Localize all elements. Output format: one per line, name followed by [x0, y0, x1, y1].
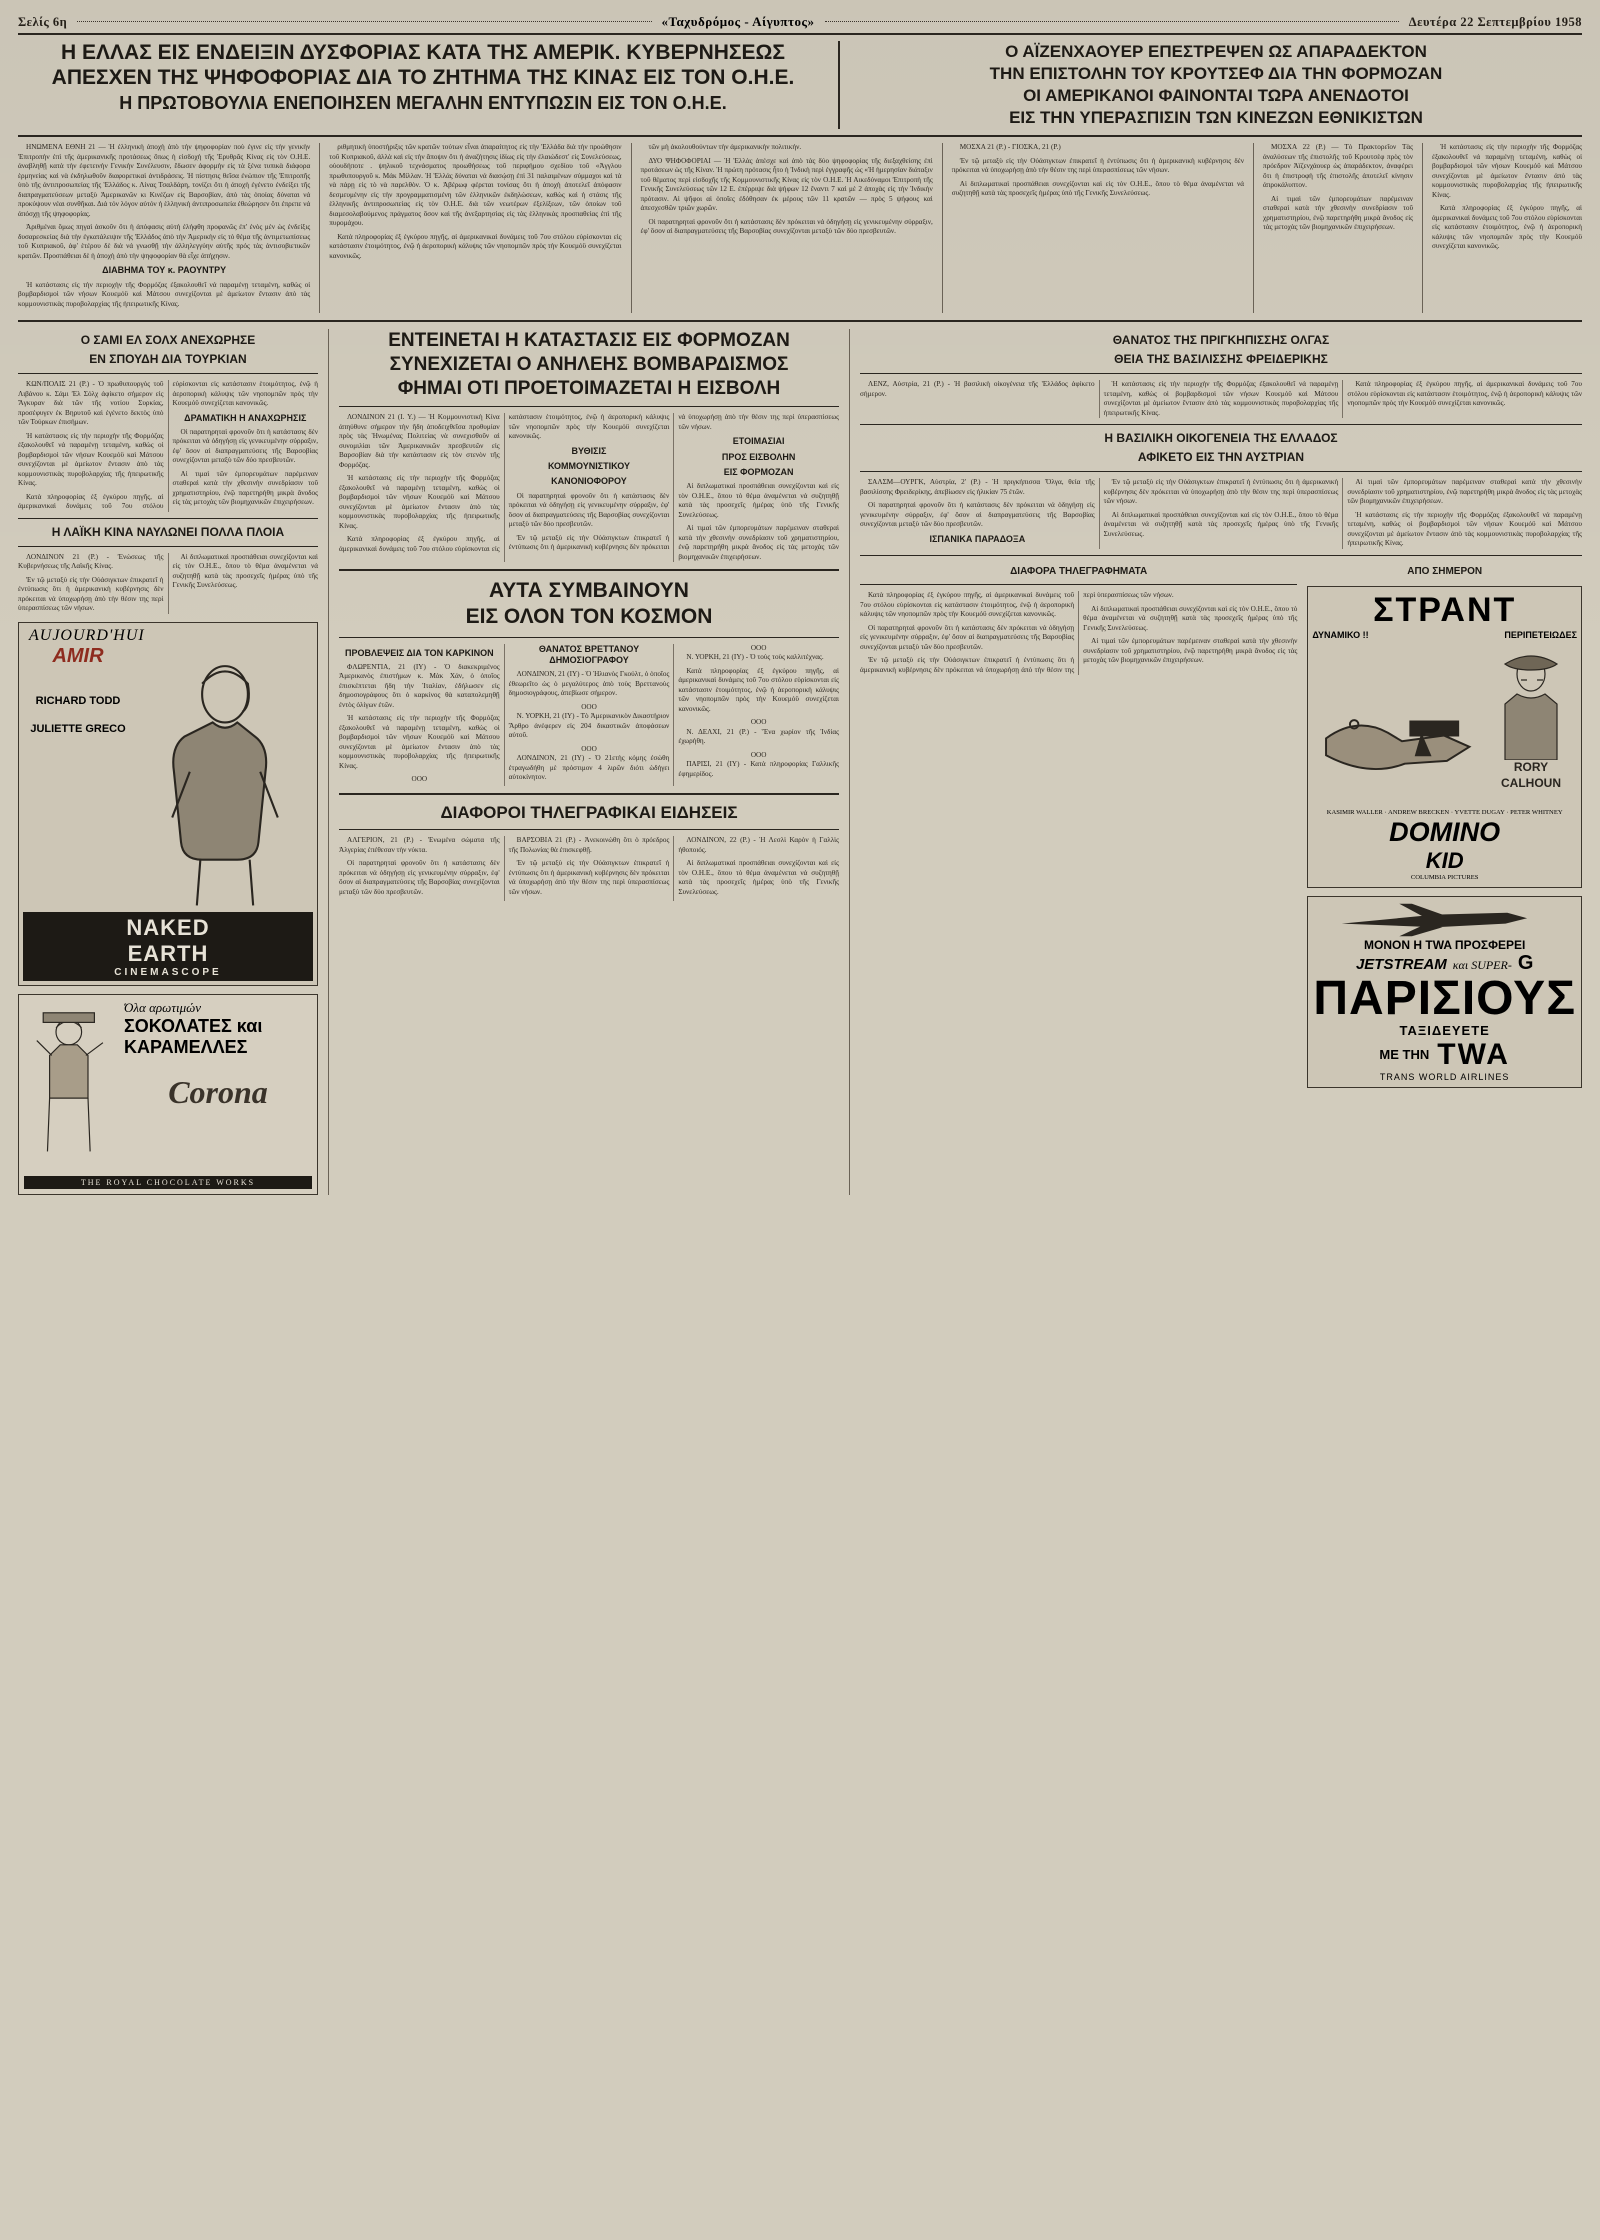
- ad-corona-line1: Όλα αρωτιμών: [124, 999, 201, 1015]
- headline-right-line1: Ο ΑΪΖΕΝΧΑΟΥΕΡ ΕΠΕΣΤΡΕΨΕΝ ΩΣ ΑΠΑΡΑΔΕΚΤΟΝ: [1005, 42, 1427, 61]
- lead-para-1: ΗΝΩΜΕΝΑ ΕΘΝΗ 21 — Ἡ ἑλληνικὴ ἀποχὴ ἀπὸ τὴν ψηφοφορίαν ποὺ ἐγινε εἰς τὴν γενικὴν Ἐπιτροπὴν ἐπὶ τῆς ἀμερικανικῆς προτάσεως ὅπως ἡ εἰσδοχὴ τῆς Ἐρυθρᾶς Κίνας εἰς τὸν Ο.Η.Ε. ἀναβληθῇ κατὰ τὴν ἐφετεινὴν Γενικὴν Συνέλευσιν, ἔδωσεν ἀφορμὴν εἰς τὰ ξένα τυπικὰ διάφορα ἑρμηνείας καὶ νὰ ἐκδηλωθοῦν διαφορετικαὶ ἀντιδράσεις. Ἡ πίστησις θεῖσα ἐνώπιον τῆς Ἐπιτροπῆς ὑπὸ τῆς ἀντιπροσωπείας τῆς Ἑλλάδος κ. Λίνας Τσαλδάρη, τονίζει ὅτι ἡ ἀποχὴ ἐγένετο ἐνδείξει τῆς διαπραγματεύσεων μεταξὺ Ἀμερικανῶν κι Κινέζων εἰς Βαρσοβίαν, ἀπὸ τὰς ὁποίας δύναται νά προκύψουν νέαι συνθῆκαι. Διά τόν λόγον αὐτόν ἡ ἑλληνικὴ ἀντιπροσωπεία ἐθεώρησεν ὅτι ἐπρεπε νά ἀπόσχῃ τῆς ψηφοφορίας.: [18, 143, 311, 218]
- ad-strand-tag-1: ΔΥΝΑΜΙΚΟ !!: [1312, 630, 1369, 641]
- ispanika-subhead: ΙΣΠΑΝΙΚΑ ΠΑΡΑΔΟΞΑ: [929, 533, 1026, 544]
- ornament-2: ΟΟΟ: [581, 702, 597, 711]
- ad-strand-cinema-label: COLUMBIA PICTURES: [1410, 874, 1479, 882]
- right-para-3: Οἱ παρατηρηταὶ φρονοῦν ὅτι ἡ κατάστασις δὲν πρόκειται νά ὁδηγήσῃ εἰς γενικευμένην σύρραξιν, ἐφ' ὅσον αἱ διαπραγματεύσεις τῆς Βαρσοβίας συνεχίζονται μεταξὺ τῶν δύο πρεσβευτῶν.: [860, 501, 1095, 529]
- divider-center-3: [339, 637, 839, 638]
- divider-under-lead: [18, 320, 1582, 322]
- etoimasiai-subhead-2: ΠΡΟΣ ΕΙΣΒΟΛΗΝ: [721, 451, 796, 462]
- lead-headline-block: [18, 41, 1582, 137]
- left-para-4: Αἱ τιμαὶ τῶν ἐμπορευμάτων παρέμειναν σταθεραὶ κατὰ τὴν χθεσινὴν συνεδρίασιν τοῦ χρηματιστηρίου, ἐνῷ παρετηρήθη μικρὰ ἄνοδος εἰς τὰς μετοχὰς τῶν βιομηχανικῶν ἐπιχειρήσεων.: [172, 469, 318, 507]
- ad-twa-line-2: JETSTREAM: [1355, 955, 1447, 973]
- divider-center-5: [339, 829, 839, 830]
- olga-body: [860, 380, 1582, 418]
- ad-corona-line2: ΣΟΚΟΛΑΤΕΣ και: [124, 1015, 263, 1036]
- lead-para-filler-1: Ἡ κατάστασις εἰς τὴν περιοχὴν τῆς Φορμόζας ἐξακολουθεῖ νά παραμένῃ τεταμένη, καθὼς οἱ βομβαρδισμοὶ τῶν νήσων Κουεμόϋ καὶ Μάτσου συνεχίζονται μὲ ἀμείωτον ἔντασιν ἀπὸ τὰς κομμουνιστικὰς πυροβολαρχίας τῆς ἠπειρωτικῆς Κίνας.: [18, 280, 311, 308]
- dateline-warsaw: ΒΑΡΣΟΒΙΑ 21 (Ρ.) - Ἀνεκοινώθη ὅτι ὁ πρόεδρος τῆς Πολωνίας θὰ ἐπισκεφθῇ.: [508, 836, 670, 854]
- vythisis-subhead-3: ΚΑΝΟΝΙΟΦΟΡΟΥ: [551, 476, 627, 487]
- ad-illustration-woman: [137, 645, 313, 909]
- ad-strand-star: RORY CALHOUN: [1501, 760, 1561, 790]
- vythisis-subhead-1: ΒΥΘΙΣΙΣ: [571, 445, 607, 456]
- mid-section: [18, 329, 1582, 1195]
- ad-strand-cinema[interactable]: [1307, 586, 1582, 888]
- center-region: [328, 329, 839, 1195]
- dateline-paris: ΠΑΡΙΣΙ, 21 (ΙΥ) - Κατὰ πληροφορίας Γαλλικῆς ἐφημερίδος.: [678, 760, 839, 778]
- divider-right-5: [860, 584, 1297, 585]
- headline-right-line2: ΤΗΝ ΕΠΙΣΤΟΛΗΝ ΤΟΥ ΚΡΟΥΤΣΕΦ ΔΙΑ ΤΗΝ ΦΟΡΜΟΖΑΝ: [989, 64, 1443, 84]
- ad-film-format: CINEMASCOPE: [114, 966, 222, 978]
- diavima-subhead-a: ΔΙΑΒΗΜΑ ΤΟΥ κ. ΡΑΟΥΝΤΡΥ: [102, 265, 227, 276]
- lead-headline-left: [18, 41, 828, 129]
- lead-para-filler-6: Αἱ τιμαὶ τῶν ἐμπορευμάτων παρέμειναν σταθεραὶ κατὰ τὴν χθεσινὴν συνεδρίασιν τοῦ χρηματιστηρίου, ἐνῷ παρετηρήθη μικρὰ ἄνοδος εἰς τὰς μετοχὰς τῶν βιομηχανικῶν ἐπιχειρήσεων.: [1263, 194, 1413, 232]
- ad-illustration-gun-hand: [1312, 640, 1481, 809]
- dateline-london-3: ΛΟΝΔΙΝΟΝ, 21 (ΙΥ) - Ὁ 21ετὴς κόμης ἐσώθη ἐτραγωδήθη μὲ πρόστιμον 4 λιρῶν διότι ὡδήγει αὐτοκίνητον.: [508, 754, 670, 782]
- ad-twa-line-6: ΜΕ ΤΗΝ: [1379, 1047, 1430, 1063]
- thanatos-subhead: ΘΑΝΑΤΟΣ ΒΡΕΤΤΑΝΟΥ ΔΗΜΟΣΙΟΓΡΑΦΟΥ: [538, 643, 640, 665]
- ad-illustration-boy: [24, 1000, 120, 1171]
- center-para-11: Αἱ διπλωματικαὶ προσπάθειαι συνεχίζονται καὶ εἰς τὸν Ο.Η.Ε., ὅπου τὸ θέμα ἀναμένεται νά συζητηθῇ κατὰ τὰς προσεχεῖς ἡμέρας ὑπὸ τῆς Γενικῆς Συνελεύσεως.: [678, 859, 839, 896]
- ad-corona-footer: THE ROYAL CHOCOLATE WORKS: [24, 1176, 312, 1189]
- right-para-12: Αἱ τιμαὶ τῶν ἐμπορευμάτων παρέμειναν σταθεραὶ κατὰ τὴν χθεσινὴν συνεδρίασιν τοῦ χρηματιστηρίου, ἐνῷ παρετηρήθη μικρὰ ἄνοδος εἰς τὰς μετοχὰς τῶν βιομηχανικῶν ἐπιχειρήσεων.: [1083, 637, 1298, 665]
- ad-aujourdhui-label: AUJOURD'HUI: [29, 626, 145, 644]
- ad-brand-amir: AMIR: [52, 644, 104, 667]
- ad-strand-tag-2: ΠΕΡΙΠΕΤΕΙΩΔΕΣ: [1504, 630, 1577, 641]
- right-para-7: Ἡ κατάστασις εἰς τὴν περιοχὴν τῆς Φορμόζας ἐξακολουθεῖ νά παραμένῃ τεταμένη, καθὼς οἱ βομβαρδισμοὶ τῶν νήσων Κουεμόϋ καὶ Μάτσου συνεχίζονται μὲ ἀμείωτον ἔντασιν ἀπὸ τὰς κομμουνιστικὰς πυροβολαρχίας τῆς ἠπειρωτικῆς Κίνας.: [1347, 510, 1582, 548]
- right-para-2: Κατὰ πληροφορίας ἐξ ἐγκύρου πηγῆς, αἱ ἀμερικανικαὶ δυνάμεις τοῦ 7ου στόλου εὑρίσκονται εἰς κατάστασιν ἑτοιμότητος, ἐνῷ ἡ ἀεροπορικὴ κάλυψις τῶν νηοπομπῶν πρὸς τὴν Κουεμόϋ συνεχίζεται κανονικῶς.: [1347, 380, 1582, 408]
- ad-corona-brand: Corona: [168, 1073, 268, 1110]
- center-para-4: Ἐν τῷ μεταξὺ εἰς τὴν Οὐάσιγκτων ἐπικρατεῖ ἡ ἐντύπωσις ὅτι ἡ ἀμερικανικὴ κυβέρνησις δὲν πρόκειται νά ὑποχωρήσῃ ἀπὸ τὴν θέσιν της περὶ ὑπερασπίσεως τῶν νήσων.: [508, 413, 839, 552]
- ad-twa-line-1: ΜΟΝΟΝ Η TWA ΠΡΟΣΦΕΡΕΙ: [1364, 937, 1526, 952]
- dateline-london-formoza: ΛΟΝΔΙΝΟΝ 21 (Ι. Υ.) — Ἡ Κομμουνιστικὴ Κίνα ἀπηύθυνε σήμερον τὴν ἤδη ἀποδειχθεῖσα προθυμίαν πρὸς τὰς Ἡνωμένας Πολιτείας νὰ συνεχισθοῦν αἱ συνομιλίαι τῶν Ἀμερικανικῶν πρεσβευτῶν εἰς Βαρσοβίαν διὰ τὴν κατάστασιν εἰς τὸν στενὸν τῆς Φορμόζας.: [339, 413, 500, 469]
- lead-para-3: ριθμητικὴ ὑποστήριξις τῶν κρατῶν τούτων εἶναι ἀπαραίτητος εἰς τὴν Ἑλλάδα διὰ τὴν προώθησιν τοῦ Κυπριακοῦ, ἀλλὰ καὶ εἰς τὴν ἄποψιν ὅτι ἡ ἀναζήτησις ἰδίως εἰς τὴν ἐλαιώδεστ' εἰς Συνελεύσεως, οὐουδήποτε . ψηλικοῦ τεχνάσματος προωθήσεως τοῦ περιφήμου σχεδίου τοῦ «Ἀγγλου πρωθυπουργοῦ κ. Μάκ Μίλλαν. Ἡ Ἑλλάς δύναται νά διασῴσῃ ἐπὶ 31 παλαιμένων σύμμαχοι καὶ τὰ νὰ πάρῃ εἰς τὸ νὰ παρελθὸν. Ὁ κ. Ἀβέρωφ φέρεται τονίσας ὅτι ἡ ἀποχὴ ἀποτελεῖ ἀπόφασιν δεσμευμένην εἰς τὴν προγραμματισμένη τῶν ἑλληνικῶν ἐκδηλώσεων, καθὼς καὶ ἡ στάσις τῆς ἑλληνικῆς ἀντιπροσωπείας εἰς τὸν Ο.Η.Ε. διὰ τῶν νεωτέρων ἐξελίξεων, τῶν ὁποίων τοῦ διαμεσολαβούμενος πράγματος ὅσον καὶ τῆς ἀνεξαρτησίας εἰς τὰς ἑλληνικὰς προσπαθείας ἐπὶ τῆς πυρομάχου.: [329, 143, 622, 228]
- ad-twa-fullname: TRANS WORLD AIRLINES: [1379, 1071, 1510, 1082]
- formoza-body: [339, 413, 839, 562]
- lead-column-6: [1422, 143, 1582, 313]
- dateline-salzburg: ΣΑΛΣΜ—ΟΥΡΓΚ, Αὐστρία, 2' (Ρ.) - Ἡ πριγκήπισσα Ὄλγα, θεία τῆς βασιλίσσης Φρειδερίκης, ἀπεβίωσεν εἰς ἡλικίαν 75 ἐτῶν.: [860, 478, 1095, 496]
- ad-twa-line-3: και SUPER-: [1452, 957, 1512, 972]
- lead-para-4: τῶν μὴ ἀκολουθούντων τὴν ἀμερικανικὴν πολιτικήν.: [648, 143, 802, 152]
- masthead-title: «Ταχυδρόμος - Αίγυπτος»: [661, 14, 815, 29]
- lead-column-3: [631, 143, 933, 313]
- divider-left-1: [18, 373, 318, 374]
- left-para-1: Ἡ κατάστασις εἰς τὴν περιοχὴν τῆς Φορμόζας ἐξακολουθεῖ νά παραμένῃ τεταμένη, καθὼς οἱ βομβαρδισμοὶ τῶν νήσων Κουεμόϋ καὶ Μάτσου συνεχίζονται μὲ ἀμείωτον ἔντασιν ἀπὸ τὰς κομμουνιστικὰς πυροβολαρχίας τῆς ἠπειρωτικῆς Κίνας.: [18, 431, 164, 488]
- karkinos-subhead: ΠΡΟΒΛΕΨΕΙΣ ΔΙΑ ΤΟΝ ΚΑΡΚΙΝΟΝ: [344, 647, 494, 658]
- center-para-3: Οἱ παρατηρηταὶ φρονοῦν ὅτι ἡ κατάστασις δὲν πρόκειται νά ὁδηγήσῃ εἰς γενικευμένην σύρραξιν, ἐφ' ὅσον αἱ διαπραγματεύσεις τῆς Βαρσοβίας συνεχίζονται μεταξὺ τῶν δύο πρεσβευτῶν.: [508, 491, 670, 529]
- ad-film-title-line2: EARTH: [127, 940, 209, 966]
- lead-column-1: [18, 143, 310, 313]
- masthead: [18, 14, 1582, 35]
- right-para-10: Ἐν τῷ μεταξὺ εἰς τὴν Οὐάσιγκτων ἐπικρατεῖ ἡ ἐντύπωσις ὅτι ἡ ἀμερικανικὴ κυβέρνησις δὲν πρόκειται νά ὑποχωρήσῃ ἀπὸ τὴν θέσιν της περὶ ὑπερασπίσεως τῶν νήσων.: [860, 591, 1174, 674]
- ad-corona-chocolate[interactable]: [18, 994, 318, 1196]
- ad-star-2: JULIETTE GRECO: [30, 723, 126, 736]
- ad-strand-credits: KASIMIR WALLER · ANDREW BRECKEN · YVETTE DUGAY · PETER WHITNEY: [1326, 808, 1563, 816]
- lead-para-filler-2: Κατὰ πληροφορίας ἐξ ἐγκύρου πηγῆς, αἱ ἀμερικανικαὶ δυνάμεις τοῦ 7ου στόλου εὑρίσκονται εἰς κατάστασιν ἑτοιμότητος, ἐνῷ ἡ ἀεροπορικὴ κάλυψις τῶν νηοπομπῶν πρὸς τὴν Κουεμόϋ συνεχίζεται κανονικῶς.: [329, 232, 622, 260]
- etoimasiai-subhead-3: ΕΙΣ ΦΟΡΜΟΖΑΝ: [723, 466, 794, 477]
- masthead-page-number: Σελίς 6η: [18, 14, 68, 29]
- ornament-6: ΟΟΟ: [750, 750, 767, 759]
- headline-left-line3: Η ΠΡΩΤΟΒΟΥΛΙΑ ΕΝΕΠΟΙΗΣΕΝ ΜΕΓΑΛΗΝ ΕΝΤΥΠΩΣΙΝ ΕΙΣ ΤΟΝ Ο.Η.Ε.: [119, 92, 727, 113]
- ad-twa-line-4: G: [1517, 951, 1534, 974]
- right-para-1: Ἡ κατάστασις εἰς τὴν περιοχὴν τῆς Φορμόζας ἐξακολουθεῖ νά παραμένῃ τεταμένη, καθὼς οἱ βομβαρδισμοὶ τῶν νήσων Κουεμόϋ καὶ Μάτσου συνεχίζονται μὲ ἀμείωτον ἔντασιν ἀπὸ τὰς κομμουνιστικὰς πυροβολαρχίας τῆς ἠπειρωτικῆς Κίνας.: [1103, 380, 1339, 417]
- ad-corona-line3: ΚΑΡΑΜΕΛΛΕΣ: [124, 1036, 248, 1057]
- diafora-tilegr-body: [860, 591, 1297, 675]
- center-para-2: Κατὰ πληροφορίας ἐξ ἐγκύρου πηγῆς, αἱ ἀμερικανικαὶ δυνάμεις τοῦ 7ου στόλου εὑρίσκονται εἰς κατάστασιν ἑτοιμότητος, ἐνῷ ἡ ἀεροπορικὴ κάλυψις τῶν νηοπομπῶν πρὸς τὴν Κουεμόϋ συνεχίζεται κανονικῶς.: [339, 413, 670, 553]
- right-para-9: Οἱ παρατηρηταὶ φρονοῦν ὅτι ἡ κατάστασις δὲν πρόκειται νά ὁδηγήσῃ εἰς γενικευμένην σύρραξιν, ἐφ' ὅσον αἱ διαπραγματεύσεις τῆς Βαρσοβίας συνεχίζονται μεταξὺ τῶν δύο πρεσβευτῶν.: [860, 623, 1075, 651]
- lead-para-filler-8: Κατὰ πληροφορίας ἐξ ἐγκύρου πηγῆς, αἱ ἀμερικανικαὶ δυνάμεις τοῦ 7ου στόλου εὑρίσκονται εἰς κατάστασιν ἑτοιμότητος, ἐνῷ ἡ ἀεροπορικὴ κάλυψις τῶν νηοπομπῶν πρὸς τὴν Κουεμόϋ συνεχίζεται κανονικῶς.: [1432, 204, 1582, 251]
- lead-column-5: [1253, 143, 1413, 313]
- ad-film-title-line1: NAKED: [126, 914, 210, 940]
- divider-center-4: [339, 793, 839, 795]
- ad-twa-destination: ΠΑΡΙΣΙΟΥΣ: [1313, 971, 1576, 1025]
- ad-twa-airlines[interactable]: [1307, 896, 1582, 1088]
- left-para-3: Οἱ παρατηρηταὶ φρονοῦν ὅτι ἡ κατάστασις δὲν πρόκειται νά ὁδηγήσῃ εἰς γενικευμένην σύρραξιν, ἐφ' ὅσον αἱ διαπραγματεύσεις τῆς Βαρσοβίας συνεχίζονται μεταξὺ τῶν δύο πρεσβευτῶν.: [172, 427, 318, 465]
- left-para-5: Ἐν τῷ μεταξὺ εἰς τὴν Οὐάσιγκτων ἐπικρατεῖ ἡ ἐντύπωσις ὅτι ἡ ἀμερικανικὴ κυβέρνησις δὲν πρόκειται νά ὑποχωρήσῃ ἀπὸ τὴν θέσιν της περὶ ὑπερασπίσεως τῶν νήσων.: [18, 575, 164, 613]
- left-para-6: Αἱ διπλωματικαὶ προσπάθειαι συνεχίζονται καὶ εἰς τὸν Ο.Η.Ε., ὅπου τὸ θέμα ἀναμένεται νά συζητηθῇ κατὰ τὰς προσεχεῖς ἡμέρας ὑπὸ τῆς Γενικῆς Συνελεύσεως.: [172, 552, 318, 590]
- ornament-4: ΟΟΟ: [750, 643, 767, 652]
- dateline-newyork-2: Ν. ΥΟΡΚΗ, 21 (ΙΥ) - Ὁ τοὺς τοὺς καλλιτέχνας.: [686, 653, 824, 662]
- center-para-7: Ἡ κατάστασις εἰς τὴν περιοχὴν τῆς Φορμόζας ἐξακολουθεῖ νά παραμένῃ τεταμένη, καθὼς οἱ βομβαρδισμοὶ τῶν νήσων Κουεμόϋ καὶ Μάτσου συνεχίζονται μὲ ἀμείωτον ἔντασιν ἀπὸ τὰς κομμουνιστικὰς πυροβολαρχίας τῆς ἠπειρωτικῆς Κίνας.: [339, 714, 500, 770]
- dateline-moscow: ΜΟΣΧΑ 21 (Ρ.) - ΓΙΟΣΚΑ, 21 (Ρ.): [959, 143, 1061, 152]
- diafora-tilegr-subhead: ΔΙΑΦΟΡΑ ΤΗΛΕΓΡΑΦΗΜΑΤΑ: [1010, 565, 1148, 577]
- dateline-newyork-1: Ν. ΥΟΡΚΗ, 21 (ΙΥ) - Τὸ Ἀμερικανικὸν Δικαστήριον Ἄρθρο ἀνέφερεν εἰς 204 δικαστικῶν ἀποφάσεων αὐτοῦ.: [508, 712, 670, 740]
- dateline-lenz: ΛΕΝΖ, Αὐστρία, 21 (Ρ.) - Ἡ βασιλικὴ οἰκογένεια τῆς Ἑλλάδος ἀφίκετο σήμερον.: [860, 380, 1095, 398]
- ad-twa-brand: TWA: [1437, 1037, 1510, 1071]
- afta-body: [339, 644, 839, 787]
- divider-center-2: [339, 569, 839, 571]
- formoza-headline-3: ΦΗΜΑΙ ΟΤΙ ΠΡΟΕΤΟΙΜΑΖΕΤΑΙ Η ΕΙΣΒΟΛΗ: [397, 377, 781, 399]
- masthead-rule-right: [825, 21, 1399, 23]
- headline-right-line3: ΟΙ ΑΜΕΡΙΚΑΝΟΙ ΦΑΙΝΟΝΤΑΙ ΤΩΡΑ ΑΝΕΝΔΟΤΟΙ: [1023, 86, 1409, 106]
- masthead-date: Δευτέρα 22 Σεπτεμβρίου 1958: [1408, 14, 1583, 29]
- airplane-icon: [1313, 902, 1576, 938]
- divider-right-2: [860, 424, 1582, 425]
- lead-headline-right: [838, 41, 1582, 129]
- dateline-delhi: Ν. ΔΕΛΧΙ, 21 (Ρ.) - Ἕνα χωρίον τῆς Ἰνδίας ἐχωρήθη.: [678, 727, 839, 746]
- diaforoi-headline: ΔΙΑΦΟΡΟΙ ΤΗΛΕΓΡΑΦΙΚΑΙ ΕΙΔΗΣΕΙΣ: [440, 803, 738, 823]
- center-para-5: Αἱ διπλωματικαὶ προσπάθειαι συνεχίζονται καὶ εἰς τὸν Ο.Η.Ε., ὅπου τὸ θέμα ἀναμένεται νά συζητηθῇ κατὰ τὰς προσεχεῖς ἡμέρας ὑπὸ τῆς Γενικῆς Συνελεύσεως.: [678, 482, 839, 519]
- divider-right-3: [860, 471, 1582, 472]
- dateline-constantinople: ΚΩΝ/ΠΟΛΙΣ 21 (Ρ.) - Ὁ πρωθυπουργὸς τοῦ Λιβάνου κ. Σάμι Ἐλ Σόλχ ἀφίκετο σήμερον εἰς Ἄγκυραν διὰ τῶν τῆς νοτίου Συρκίας, προσέφυγεν ἐκ Βηρυτοῦ καὶ ἐγένετο δεκτὸς ὑπὸ τῶν Τούρκων ἐπισήμων.: [18, 380, 164, 427]
- royal-body: [860, 478, 1582, 549]
- kina-ploia-subhead: Η ΛΑΪΚΗ ΚΙΝΑ ΝΑΥΛΩΝΕΙ ΠΟΛΛΑ ΠΛΟΙΑ: [51, 524, 285, 539]
- ad-strand-film-2: KID: [1425, 848, 1464, 874]
- right-para-11: Αἱ διπλωματικαὶ προσπάθειαι συνεχίζονται καὶ εἰς τὸν Ο.Η.Ε., ὅπου τὸ θέμα ἀναμένεται νά συζητηθῇ κατὰ τὰς προσεχεῖς ἡμέρας ὑπὸ τῆς Γενικῆς Συνελεύσεως.: [1083, 604, 1298, 632]
- olga-subhead-2: ΘΕΙΑ ΤΗΣ ΒΑΣΙΛΙΣΣΗΣ ΦΡΕΙΔΕΡΙΚΗΣ: [1114, 352, 1328, 367]
- lead-para-5: ΔΥΟ ΨΗΦΟΦΟΡΙΑΙ — Ἡ Ἑλλὰς ἀπέσχε καὶ ἀπὸ τὰς δύο ψηφοφορίας τῆς διεξαχθείσης ἐπὶ προτάσεων ὡς τῆς Κίναν. Ἡ πρώτη πρότασις ἦτο ἡ Ἰνδικὴ περὶ ἐγγραφῆς ὡς «Ἡ ἡμερησίαν διάταξιν τοῦ θέματος περὶ εἰσδοχῆς τῆς Κομμουνιστικῆς Κίνας εἰς τὸν Ο.Η.Ε. Ἡ Αικεδύναμοι Ἐπιτροπὴ τῆς Γενικῆς Συνελεύσεως τῶν 12 Ε. ἐπέρριψε διὰ ψήφων 12 ἔναντι 7 καὶ μὲ 2 ἀποχὰς εἰς τὴν Ἰνδικὴν πρότασιν. Αἱ ψῆφοι αἱ ὁποῖες ἐδόθησαν ἐκ μέρους τῶν 11 κρατῶν — πρὸς 5 ψήφους καὶ ἀπεσχεσθῶν τριῶν χωρῶν.: [640, 156, 933, 213]
- dateline-london-1: ΛΟΝΔΙΝΟΝ 21 (Ρ.) - Ἐνώσεως τῆς Κυβερνήσεως τῆς Λαϊκῆς Κίνας.: [18, 552, 164, 571]
- lead-para-filler-5: Αἱ διπλωματικαὶ προσπάθειαι συνεχίζονται καὶ εἰς τὸν Ο.Η.Ε., ὅπου τὸ θέμα ἀναμένεται νά συζητηθῇ κατὰ τὰς προσεχεῖς ἡμέρας ὑπὸ τῆς Γενικῆς Συνελεύσεως.: [951, 179, 1244, 198]
- dateline-london-4: ΛΟΝΔΙΝΟΝ, 22 (Ρ.) - Ἡ Λεσλὶ Καρὸν ἡ Γαλλὶς ἠθοποιός.: [678, 836, 839, 854]
- left-region: [18, 329, 318, 1195]
- divider-right-1: [860, 373, 1582, 374]
- right-para-8: Κατὰ πληροφορίας ἐξ ἐγκύρου πηγῆς, αἱ ἀμερικανικαὶ δυνάμεις τοῦ 7ου στόλου εὑρίσκονται εἰς κατάστασιν ἑτοιμότητος, ἐνῷ ἡ ἀεροπορικὴ κάλυψις τῶν νηοπομπῶν πρὸς τὴν Κουεμόϋ συνεχίζεται κανονικῶς.: [860, 591, 1075, 619]
- ad-cinema-amir[interactable]: [18, 622, 318, 986]
- divider-right-4: [860, 555, 1582, 556]
- right-para-5: Αἱ διπλωματικαὶ προσπάθειαι συνεχίζονται καὶ εἰς τὸν Ο.Η.Ε., ὅπου τὸ θέμα ἀναμένεται νά συζητηθῇ κατὰ τὰς προσεχεῖς ἡμέρας ὑπὸ τῆς Γενικῆς Συνελεύσεως.: [1103, 510, 1339, 538]
- etoimasiai-subhead-1: ΕΤΟΙΜΑΣΙΑΙ: [732, 436, 785, 447]
- vythisis-subhead-2: ΚΟΜΜΟΥΝΙΣΤΙΚΟΥ: [547, 461, 631, 472]
- masthead-rule-left: [77, 21, 651, 23]
- lead-para-6: ΜΟΣΧΑ 22 (Ρ.) — Τὸ Πρακτορεῖον Τὰς ἀναλύσεων τῆς ἐπιστολῆς τοῦ Κρουτσὲφ πρὸς τὸν πρόεδρον Ἀϊζενχάουερ ὡς ἀπαράδεκτον, ἀναφέρει ὅτι ἡ ἐπιστροφὴ τῆς ἐπιστολῆς ἀποτελεῖ κίνησιν ἀπροκάλυπτον.: [1263, 143, 1413, 190]
- center-para-9: Οἱ παρατηρηταὶ φρονοῦν ὅτι ἡ κατάστασις δὲν πρόκειται νά ὁδηγήσῃ εἰς γενικευμένην σύρραξιν, ἐφ' ὅσον αἱ διαπραγματεύσεις τῆς Βαρσοβίας συνεχίζονται μεταξὺ τῶν δύο πρεσβευτῶν.: [339, 859, 500, 896]
- center-para-1: Ἡ κατάστασις εἰς τὴν περιοχὴν τῆς Φορμόζας ἐξακολουθεῖ νά παραμένῃ τεταμένη, καθὼς οἱ βομβαρδισμοὶ τῶν νήσων Κουεμόϋ καὶ Μάτσου συνεχίζονται μὲ ἀμείωτον ἔντασιν ἀπὸ τὰς κομμουνιστικὰς πυροβολαρχίας τῆς ἠπειρωτικῆς Κίνας.: [339, 474, 500, 530]
- ad-strand-film-1: DOMINO: [1389, 817, 1501, 848]
- royal-subhead-2: ΑΦΙΚΕΤΟ ΕΙΣ ΤΗΝ ΑΥΣΤΡΙΑΝ: [1137, 450, 1305, 465]
- center-para-6: Αἱ τιμαὶ τῶν ἐμπορευμάτων παρέμειναν σταθεραὶ κατὰ τὴν χθεσινὴν συνεδρίασιν τοῦ χρηματιστηρίου, ἐνῷ παρετηρήθη μικρὰ ἄνοδος εἰς τὰς μετοχὰς τῶν βιομηχανικῶν ἐπιχειρήσεων.: [678, 524, 839, 561]
- ad-twa-line-5: ΤΑΞΙΔΕΥΕΤΕ: [1399, 1022, 1490, 1038]
- right-region: [849, 329, 1582, 1195]
- dateline-florence: ΦΛΩΡΕΝΤΙΑ, 21 (ΙΥ) - Ὁ διακεκριμένος Ἀμερικανὸς ἐπιστήμων κ. Μὰκ Χάν, ὁ ὁποῖος ἐπισκέπτεται ἤδη τὴν Ἰταλίαν, ἐδήλωσεν εἰς δημοσιογράφους ὅτι ὁ καρκίνος θὰ καταπολεμηθῇ ἐντὸς ὀλίγων ἐτῶν.: [339, 662, 500, 709]
- ad-illustration-cowboy: [1485, 640, 1577, 760]
- right-para-4: Ἐν τῷ μεταξὺ εἰς τὴν Οὐάσιγκτων ἐπικρατεῖ ἡ ἐντύπωσις ὅτι ἡ ἀμερικανικὴ κυβέρνησις δὲν πρόκειται νά ὑποχωρήσῃ ἀπὸ τὴν θέσιν της περὶ ὑπερασπίσεως τῶν νήσων.: [1103, 478, 1339, 506]
- lead-column-2: [319, 143, 621, 313]
- lead-para-2: Ἀριθμέναι ὅμως πηγαὶ ἀσκοῦν ὅτι ἡ ἀπόφασις αὐτὴ ἐλήφθη προφανῶς ἐπ' ἐνὸς μὲν ὡς ἐνδείξις δυσαρεσκείας διὰ τὴν ἐγκατάλειψιν τῆς Ἑλλάδος ἀπὸ τὴν Ἀμερικὴν εἰς τὸ θέμα τῆς ἀντιμετωπίσεως τοῦ Κυπριακοῦ, ἀφ' ἑτέρου δὲ διὰ νά γνωσθῇ τὴν ἀλληλεγγύην αὐτῆς πρός τὰς ἀντισοβιετικῶν κρατῶν. Προσπάθειαι δὲ ἡ ἀποχὴ ἀπὸ τὴν ψηφοφορίαν θὰ εἶχε ἀπήχησιν.: [18, 223, 311, 260]
- center-para-8: Κατὰ πληροφορίας ἐξ ἐγκύρου πηγῆς, αἱ ἀμερικανικαὶ δυνάμεις τοῦ 7ου στόλου εὑρίσκονται εἰς κατάστασιν ἑτοιμότητος, ἐνῷ ἡ ἀεροπορικὴ κάλυψις τῶν νηοπομπῶν πρὸς τὴν Κουεμόϋ συνεχίζεται κανονικῶς.: [678, 666, 839, 713]
- samielsolh-subhead-2: ΕΝ ΣΠΟΥΔΗ ΔΙΑ ΤΟΥΡΚΙΑΝ: [89, 352, 247, 367]
- samielsolh-body: [18, 380, 318, 512]
- headline-left-line1: Η ΕΛΛΑΣ ΕΙΣ ΕΝΔΕΙΞΙΝ ΔΥΣΦΟΡΙΑΣ ΚΑΤΑ ΤΗΣ ΑΜΕΡΙΚ. ΚΥΒΕΡΝΗΣΕΩΣ: [61, 41, 785, 64]
- ad-strand-title: ΣΤΡΑΝΤ: [1373, 591, 1517, 630]
- ornament-5: ΟΟΟ: [750, 718, 767, 727]
- left-para-2: Κατὰ πληροφορίας ἐξ ἐγκύρου πηγῆς, αἱ ἀμερικανικαὶ δυνάμεις τοῦ 7ου στόλου εὑρίσκονται εἰς κατάστασιν ἑτοιμότητος, ἐνῷ ἡ ἀεροπορικὴ κάλυψις τῶν νηοπομπῶν πρὸς τὴν Κουεμόϋ συνεχίζεται κανονικῶς.: [18, 380, 318, 511]
- divider-center-1: [339, 406, 839, 407]
- lead-column-4: [942, 143, 1244, 313]
- formoza-headline-1: ΕΝΤΕΙΝΕΤΑΙ Η ΚΑΤΑΣΤΑΣΙΣ ΕΙΣ ΦΟΡΜΟΖΑΝ: [388, 330, 790, 352]
- formoza-headline-2: ΣΥΝΕΧΙΖΕΤΑΙ Ο ΑΝΗΛΕΗΣ ΒΟΜΒΑΡΔΙΣΜΟΣ: [389, 353, 789, 375]
- diaforoi-body: [339, 836, 839, 901]
- olga-subhead-1: ΘΑΝΑΤΟΣ ΤΗΣ ΠΡΙΓΚΗΠΙΣΣΗΣ ΟΛΓΑΣ: [1112, 333, 1330, 348]
- divider-left-3: [18, 546, 318, 547]
- divider-left-2: [18, 518, 318, 519]
- kina-ploia-body: [18, 553, 318, 614]
- samielsolh-subhead-1: Ο ΣΑΜΙ ΕΛ ΣΟΛΧ ΑΝΕΧΩΡΗΣΕ: [80, 333, 256, 348]
- ad-star-1: RICHARD TODD: [35, 694, 121, 707]
- lead-para-filler-3: Οἱ παρατηρηταὶ φρονοῦν ὅτι ἡ κατάστασις δὲν πρόκειται νά ὁδηγήσῃ εἰς γενικευμένην σύρραξιν, ἐφ' ὅσον αἱ διαπραγματεύσεις τῆς Βαρσοβίας συνεχίζονται μεταξὺ τῶν δύο πρεσβευτῶν.: [640, 217, 933, 236]
- lead-story-columns: [18, 143, 1582, 313]
- lead-para-filler-7: Ἡ κατάστασις εἰς τὴν περιοχὴν τῆς Φορμόζας ἐξακολουθεῖ νά παραμένῃ τεταμένη, καθὼς οἱ βομβαρδισμοὶ τῶν νήσων Κουεμόϋ καὶ Μάτσου συνεχίζονται μὲ ἀμείωτον ἔντασιν ἀπὸ τὰς κομμουνιστικὰς πυροβολαρχίας τῆς ἠπειρωτικῆς Κίνας.: [1432, 143, 1582, 199]
- lead-para-filler-4: Ἐν τῷ μεταξὺ εἰς τὴν Οὐάσιγκτων ἐπικρατεῖ ἡ ἐντύπωσις ὅτι ἡ ἀμερικανικὴ κυβέρνησις δὲν πρόκειται νά ὑποχωρήσῃ ἀπὸ τὴν θέσιν της περὶ ὑπερασπίσεως τῶν νήσων.: [951, 156, 1244, 175]
- apo-simeron-label: ΑΠΟ ΣΗΜΕΡΟΝ: [1407, 565, 1483, 577]
- ornament-1: ΟΟΟ: [411, 775, 428, 784]
- ornament-3: ΟΟΟ: [581, 744, 597, 753]
- afta-headline-2: ΕΙΣ ΟΛΟΝ ΤΟΝ ΚΟΣΜΟΝ: [465, 605, 713, 629]
- dateline-london-2: ΛΟΝΔΙΝΟΝ, 21 (ΙΥ) - Ὁ Ἡλιανὸς Γκούλτ, ὁ ὁποῖος ἐθεωρεῖτο ὡς ὁ μεγαλύτερος ἀπὸ τοὺς Βρεττανοὺς δημοσιογράφους, ἀπεβίωσε σήμερον.: [508, 670, 670, 698]
- headline-left-line2: ΑΠΕΣΧΕΝ ΤΗΣ ΨΗΦΟΦΟΡΙΑΣ ΔΙΑ ΤΟ ΖΗΤΗΜΑ ΤΗΣ ΚΙΝΑΣ ΕΙΣ ΤΟΝ Ο.Η.Ε.: [51, 65, 795, 89]
- center-para-10: Ἐν τῷ μεταξὺ εἰς τὴν Οὐάσιγκτων ἐπικρατεῖ ἡ ἐντύπωσις ὅτι ἡ ἀμερικανικὴ κυβέρνησις δὲν πρόκειται νά ὑποχωρήσῃ ἀπὸ τὴν θέσιν της περὶ ὑπερασπίσεως τῶν νήσων.: [508, 859, 670, 896]
- afta-headline-1: ΑΥΤΑ ΣΥΜΒΑΙΝΟΥΝ: [489, 579, 689, 603]
- dramatiki-subhead: ΔΡΑΜΑΤΙΚΗ Η ΑΝΑΧΩΡΗΣΙΣ: [184, 412, 307, 423]
- royal-subhead-1: Η ΒΑΣΙΛΙΚΗ ΟΙΚΟΓΕΝΕΙΑ ΤΗΣ ΕΛΛΑΔΟΣ: [1104, 431, 1338, 446]
- dateline-algiers: ΑΛΓΕΡΙΟΝ, 21 (Ρ.) - Ἑνωμένα σώματα τῆς Ἀλγερίας ἐπέθεσαν τὴν νύκτα.: [339, 836, 500, 854]
- headline-right-line4: ΕΙΣ ΤΗΝ ΥΠΕΡΑΣΠΙΣΙΝ ΤΩΝ ΚΙΝΕΖΩΝ ΕΘΝΙΚΙΣΤΩΝ: [1009, 108, 1423, 128]
- right-para-6: Αἱ τιμαὶ τῶν ἐμπορευμάτων παρέμειναν σταθεραὶ κατὰ τὴν χθεσινὴν συνεδρίασιν τοῦ χρηματιστηρίου, ἐνῷ παρετηρήθη μικρὰ ἄνοδος εἰς τὰς μετοχὰς τῶν βιομηχανικῶν ἐπιχειρήσεων.: [1347, 478, 1582, 506]
